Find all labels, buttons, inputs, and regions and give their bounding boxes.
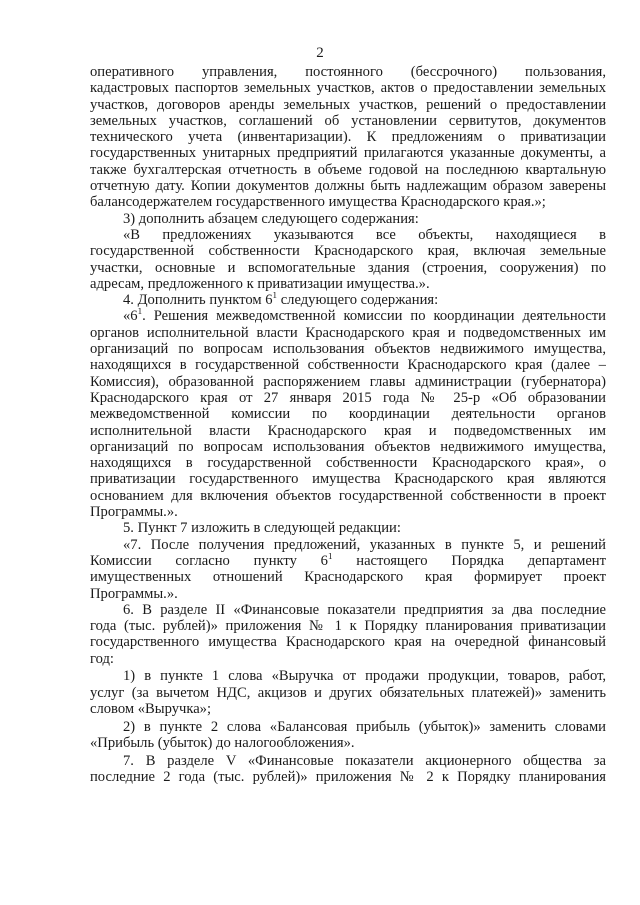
text-line (90, 194, 606, 210)
text-line (90, 308, 606, 324)
text-line (90, 719, 606, 735)
text-line-content: Комиссия), образованной распоряжением главы администрации (губернатора) (90, 373, 606, 390)
text-line (90, 769, 606, 785)
text-line (90, 423, 606, 439)
text-line-content: технического учета (инвентаризации). К предложениям о приватизации (90, 129, 606, 146)
text-line-content: исполнительной власти Краснодарского края и подведомственных им (90, 422, 606, 439)
text-line-content: словом «Выручка»; (90, 700, 212, 717)
text-line (90, 651, 606, 667)
text-line (90, 668, 606, 684)
text-line-continuation: . Решения межведомственной комиссии по координации деятельности (142, 308, 606, 325)
text-line-content: «6 (123, 308, 138, 325)
text-line (90, 586, 606, 602)
text-line (90, 97, 606, 113)
text-line-content: государственных унитарных предприятий прилагаются указанные документы, а (90, 145, 606, 162)
text-line-content: адресам, предложенного к приватизации имущества.». (90, 275, 430, 292)
text-line (90, 162, 606, 178)
text-line-content: последние 2 года (тыс. рублей)» приложения № 2 к Порядку планирования (90, 768, 606, 785)
text-line (90, 325, 606, 341)
text-line-content: Программы.». (90, 504, 178, 521)
text-line (90, 390, 606, 406)
text-line-content: Программы.». (90, 585, 178, 602)
text-line (90, 227, 606, 243)
text-line (90, 80, 606, 96)
text-line-content: организаций по вопросам использования объектов недвижимого имущества, (90, 341, 606, 358)
text-line-content: государственной собственности Краснодарского края, включая земельные (90, 243, 606, 260)
text-line (90, 537, 606, 553)
superscript: 1 (272, 292, 278, 301)
text-line-content: находящихся в государственной собственности Краснодарского края (далее – (90, 357, 606, 374)
text-line-content: «В предложениях указываются все объекты, находящиеся в (123, 226, 606, 243)
text-line-content: 6. В разделе II «Финансовые показатели предприятия за два последние (123, 601, 606, 618)
text-line-content: 1) в пункте 1 слова «Выручка от продажи продукции, товаров, работ, (123, 668, 606, 685)
text-line (90, 753, 606, 769)
text-line-content: 5. Пункт 7 изложить в следующей редакции: (123, 520, 401, 537)
text-line (90, 455, 606, 471)
text-line (90, 634, 606, 650)
text-line (90, 113, 606, 129)
text-line-content: органов исполнительной власти Краснодарского края и подведомственных им (90, 324, 606, 341)
text-line-content: земельных участков, соглашений об установлении сервитутов, документов (90, 112, 606, 129)
text-line-content: межведомственной комиссии по координации деятельности органов (90, 406, 606, 423)
text-line-continuation: настоящего Порядка департамент (332, 552, 606, 569)
text-line-content: приватизации государственного имущества Краснодарского края являются (90, 471, 606, 488)
text-line-content: 7. В разделе V «Финансовые показатели акционерного общества за (123, 752, 606, 769)
text-line-content: Комиссии согласно пункту 6 (90, 552, 328, 569)
text-line (90, 553, 606, 569)
text-line (90, 701, 606, 717)
text-line-content: года (тыс. рублей)» приложения № 1 к Порядку планирования приватизации (90, 618, 606, 635)
text-line-content: 2) в пункте 2 слова «Балансовая прибыль (убыток)» заменить словами (123, 718, 606, 735)
text-line-content: «Прибыль (убыток) до налогообложения». (90, 734, 355, 751)
text-line-content: отчетную дату. Копии документов должны быть надлежащим образом заверены (90, 178, 606, 195)
superscript: 1 (137, 308, 143, 317)
text-line-content: также бухгалтерская отчетность в объеме годовой на последнюю квартальную (90, 161, 606, 178)
text-line-content: оперативного управления, постоянного (бессрочного) пользования, (90, 64, 606, 80)
text-line (90, 178, 606, 194)
text-line-continuation: следующего содержания: (277, 292, 439, 309)
text-line-content: балансодержателем государственного имущества Краснодарского края.»; (90, 194, 546, 211)
text-line (90, 211, 606, 227)
text-line-content: государственного имущества Краснодарского края на очередной финансовый (90, 634, 606, 651)
text-line-content: 4. Дополнить пунктом 6 (123, 292, 273, 309)
document-body (90, 64, 606, 785)
text-line-content: участков, договоров аренды земельных участков, решений о предоставлении (90, 96, 606, 113)
text-line (90, 504, 606, 520)
text-line (90, 488, 606, 504)
text-line-content: участки, основные и вспомогательные здания (строения, сооружения) по (90, 259, 606, 276)
text-line (90, 569, 606, 585)
text-line-content: услуг (за вычетом НДС, акцизов и других обязательных платежей)» заменить (90, 684, 606, 701)
text-line-content: организаций по вопросам использования объектов недвижимого имущества, (90, 438, 606, 455)
text-line-content: 3) дополнить абзацем следующего содержания: (123, 210, 419, 227)
page-number: 2 (316, 45, 324, 61)
text-line (90, 520, 606, 536)
text-line (90, 341, 606, 357)
text-line (90, 602, 606, 618)
text-line-content: находящихся в государственной собственности Краснодарского края», о (90, 455, 606, 472)
text-line (90, 406, 606, 422)
text-line-content: имущественных отношений Краснодарского края формирует проект (90, 569, 606, 586)
text-line-content: «7. После получения предложений, указанных в пункте 5, и решений (123, 536, 606, 553)
text-line (90, 276, 606, 292)
text-line (90, 685, 606, 701)
text-line-content: основанием для включения объектов государственной собственности в проект (90, 487, 606, 504)
text-line (90, 145, 606, 161)
text-line (90, 618, 606, 634)
text-line (90, 64, 606, 80)
text-line (90, 357, 606, 373)
text-line-content: год: (90, 650, 114, 667)
text-line-content: кадастровых паспортов земельных участков, актов о предоставлении земельных (90, 80, 606, 97)
text-line (90, 439, 606, 455)
superscript: 1 (327, 552, 333, 561)
text-line (90, 471, 606, 487)
text-line (90, 129, 606, 145)
text-line (90, 243, 606, 259)
text-line (90, 735, 606, 751)
text-line (90, 260, 606, 276)
text-line-content: Краснодарского края от 27 января 2015 года № 25-р «Об образовании (90, 389, 606, 406)
text-line (90, 374, 606, 390)
text-line (90, 292, 606, 308)
